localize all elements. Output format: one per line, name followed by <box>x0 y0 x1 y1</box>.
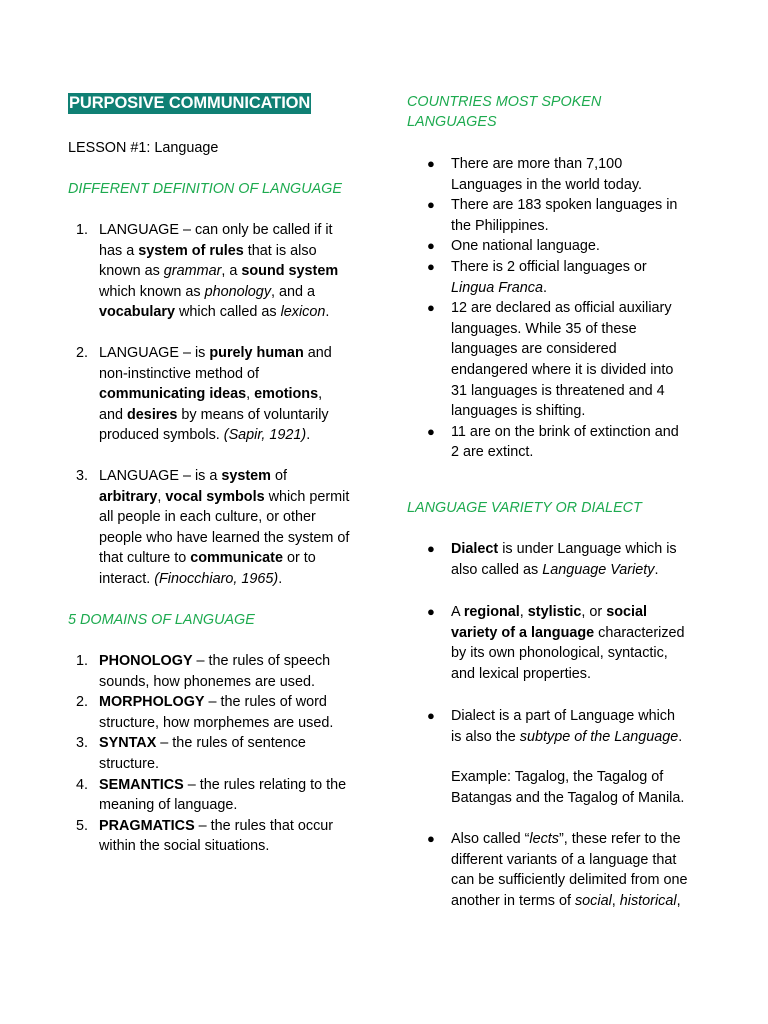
countries-heading: COUNTRIES MOST SPOKEN LANGUAGES <box>407 94 602 130</box>
bullet-icon: ● <box>427 258 435 274</box>
dialect-heading: LANGUAGE VARIETY OR DIALECT <box>407 500 642 516</box>
countries-bullet-item: ● 11 are on the brink of extinction and 2 are extinct. <box>427 423 679 461</box>
countries-bullet-item: ● There are more than 7,100 Languages in the world today. <box>427 156 642 193</box>
bullet-icon: ● <box>427 300 435 316</box>
bullet-icon: ● <box>427 197 435 213</box>
lesson-label: LESSON #1: Language <box>68 140 219 156</box>
document-title: PURPOSIVE COMMUNICATION <box>69 94 311 112</box>
countries-bullet-item: ● One national language. <box>451 236 751 257</box>
bullet-icon: ● <box>427 423 435 439</box>
definitions-list <box>76 220 389 323</box>
domain-item: 2. MORPHOLOGY – the rules of word structure, how morphemes are used. <box>76 694 334 731</box>
countries-list <box>427 154 751 463</box>
domains-heading: 5 DOMAINS OF LANGUAGE <box>68 612 255 628</box>
bullet-icon: ● <box>427 238 435 254</box>
bullet-icon: ● <box>427 541 435 556</box>
domains-list <box>76 651 389 857</box>
dialect-list-4 <box>427 829 751 911</box>
definition-item-3: 3. LANGUAGE – is a system of arbitrary, vocal symbols which permit all people in each culture, or other people who have learned the system of that culture to communicate or to interact. (Finocchiaro, 1965). <box>76 468 350 587</box>
dialect-example: Example: Tagalog, the Tagalog of Batangas and the Tagalog of Manila. <box>451 769 685 806</box>
definition-item-1: 1. LANGUAGE – can only be called if it has a system of rules that is also known as grammar, a sound system which known as phonology, and a vocabulary which called as lexicon. <box>76 222 339 321</box>
bullet-icon: ● <box>427 604 435 619</box>
domain-item: 1. PHONOLOGY – the rules of speech sounds, how phonemes are used. <box>76 653 331 690</box>
countries-bullet-item: ● There is 2 official languages or Lingua Franca. <box>427 258 647 296</box>
dialect-list-1 <box>427 539 751 580</box>
definition-item-2: 2. LANGUAGE – is purely human and non-instinctive method of communicating ideas, emotions, and desires by means of voluntarily produced symbols. (Sapir, 1921). <box>76 345 332 444</box>
dialect-bullet-item: ● Dialect is a part of Language which is also the subtype of the Language. <box>427 708 683 745</box>
dialect-bullet-item: ● A regional, stylistic, or social variety of a language characterized by its own phonological, syntactic, and lexical properties. <box>427 604 685 682</box>
countries-bullet-item: ● There are 183 spoken languages in the Philippines. <box>427 197 678 234</box>
definitions-list-2 <box>76 343 389 446</box>
domain-item: 4. SEMANTICS – the rules relating to the meaning of language. <box>76 776 347 814</box>
countries-bullet-item: ● 12 are declared as official auxiliary languages. While 35 of these languages are considered endangered where it is divided into 31 languages is threatened and 4 languages is shifting. <box>427 300 674 420</box>
dialect-list-3 <box>427 706 751 747</box>
dialect-list-2 <box>427 602 751 684</box>
domain-item: 3. SYNTAX – the rules of sentence structure. <box>76 735 306 772</box>
bullet-icon: ● <box>427 831 435 846</box>
domain-item: 5. PRAGMATICS – the rules that occur within the social situations. <box>76 817 334 855</box>
definitions-list-3 <box>76 466 399 590</box>
definitions-heading: DIFFERENT DEFINITION OF LANGUAGE <box>68 181 342 197</box>
bullet-icon: ● <box>427 708 435 723</box>
dialect-bullet-item: ● Dialect is under Language which is also called as Language Variety. <box>427 541 677 578</box>
dialect-bullet-item: ● Also called “lects”, these refer to the different variants of a language that can be sufficiently delimited from one another in terms of social, historical, <box>427 831 688 909</box>
bullet-icon: ● <box>427 156 435 171</box>
